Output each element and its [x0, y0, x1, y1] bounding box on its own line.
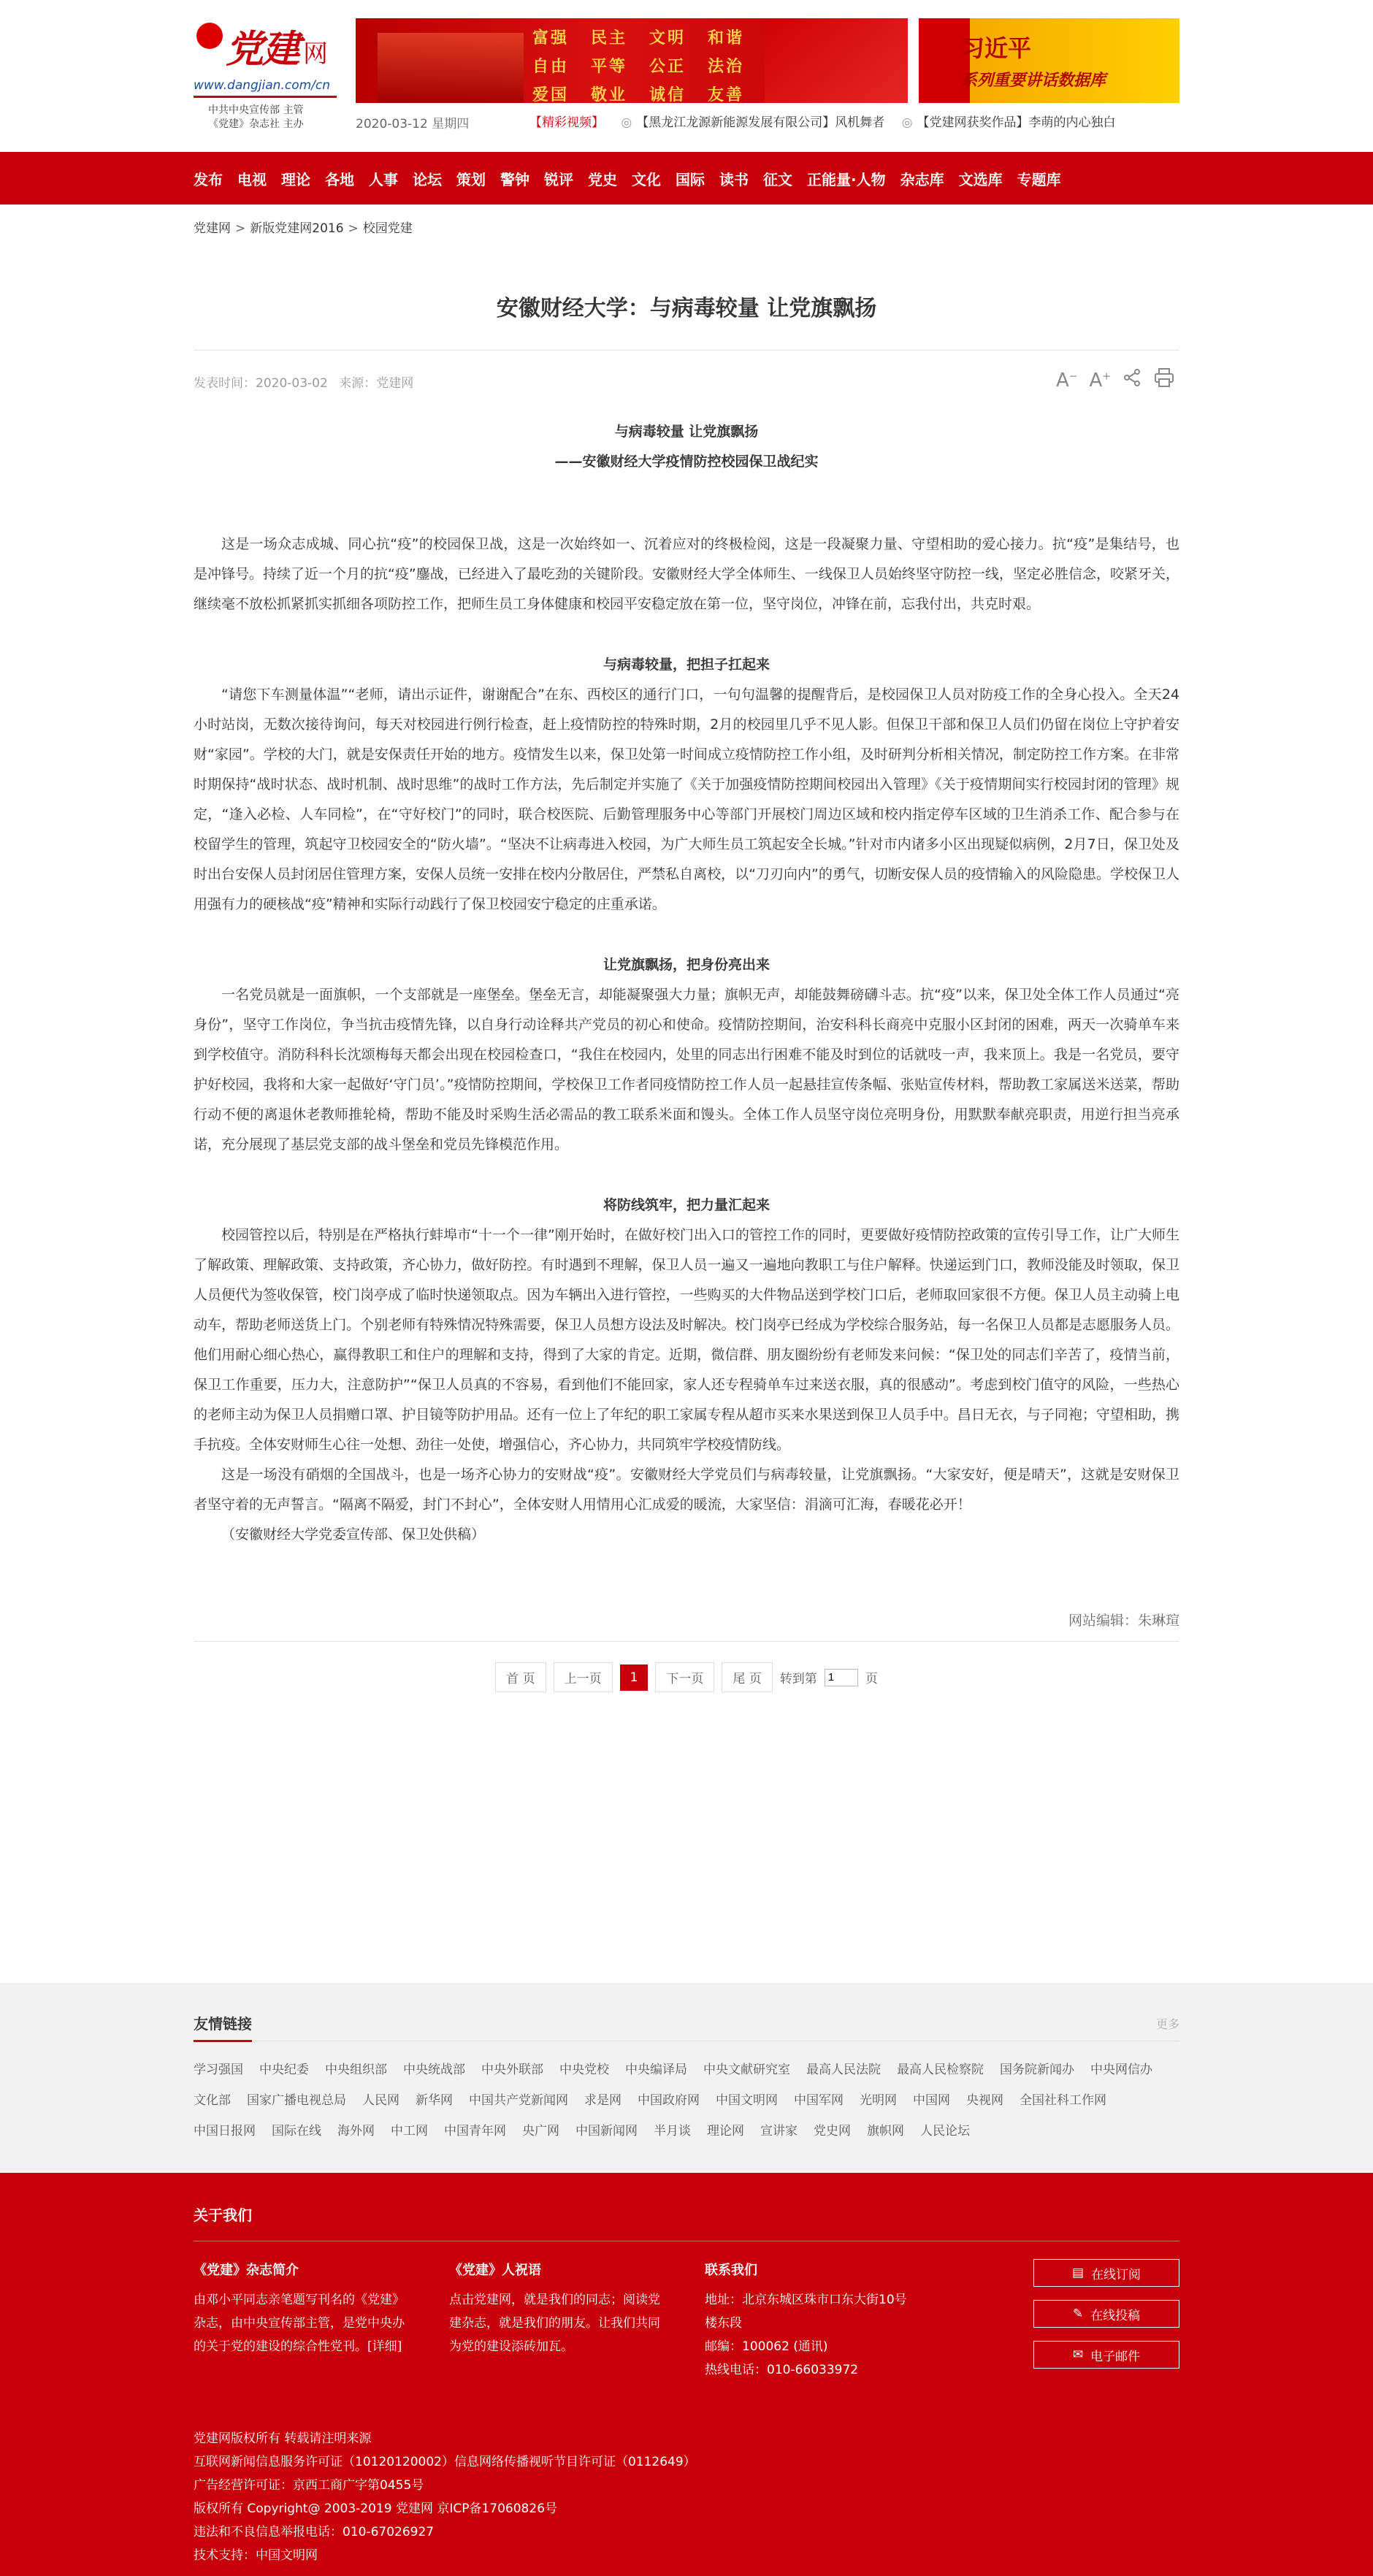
friend-link[interactable]: 半月谈: [654, 2124, 691, 2139]
friend-link[interactable]: 央广网: [522, 2124, 559, 2139]
article-title: 安徽财经大学：与病毒较量 让党旗飘扬: [496, 296, 877, 321]
friend-links-section: [0, 1983, 1373, 2173]
core-value-word: 和谐: [708, 28, 745, 47]
print-icon[interactable]: [1153, 367, 1175, 394]
friend-link[interactable]: 文化部: [194, 2093, 231, 2108]
friend-links-title: 友情链接: [194, 2015, 252, 2042]
friend-link[interactable]: 中国网: [913, 2093, 950, 2108]
pagination: [194, 1662, 1179, 1692]
core-value-word: 平等: [591, 57, 628, 76]
friend-link[interactable]: 学习强国: [194, 2063, 243, 2077]
friend-link[interactable]: 中国新闻网: [575, 2124, 638, 2139]
friend-link[interactable]: 中国日报网: [194, 2124, 256, 2139]
xi-banner-subtitle: 系列重要讲话数据库: [961, 72, 1106, 90]
email-button[interactable]: ✉ 电子邮件: [1033, 2341, 1179, 2369]
nav-item[interactable]: 论坛: [413, 170, 442, 188]
legal-line: 版权所有 Copyright@ 2003-2019 党建网 京ICP备17060826号: [194, 2502, 558, 2516]
next-page-button[interactable]: 下一页: [655, 1662, 714, 1692]
breadcrumb-item[interactable]: 校园党建: [362, 221, 413, 236]
nav-item[interactable]: 党史: [588, 170, 617, 188]
publish-date: 2020-03-02: [256, 376, 328, 391]
nav-item[interactable]: 正能量·人物: [807, 170, 886, 188]
friend-link[interactable]: 国际在线: [272, 2124, 321, 2139]
xi-banner-title: 习近平: [961, 34, 1032, 62]
friend-link[interactable]: 中央党校: [559, 2063, 609, 2077]
friend-link[interactable]: 光明网: [860, 2093, 897, 2108]
core-value-word: 敬业: [591, 85, 628, 103]
friend-link[interactable]: 中国军网: [794, 2093, 844, 2108]
article-paragraph: 校园管控以后，特别是在严格执行蚌埠市“十一个一律”刚开始时，在做好校门出入口的管控工作的同时，更要做好疫情防控政策的宣传引导工作，让广大师生了解政策、理解政策、支持政策，齐心协力，做好防控。有时遇到不理解，保卫人员一遍又一遍地向教职工与住户解释。快递运到门口，教师没能及时领取，保卫人员便代为签收保管，校门岗亭成了临时快递领取点。因为车辆出入进行管控，一些购买的大件物品送到学校门口后，老师取回家很不方便。保卫人员主动骑上电动车，帮助老师送货上门。个别老师有特殊情况特殊需要，保卫人员想方设法及时解决。校门岗亭已经成为学校综合服务站，每一名保卫人员都是志愿服务人员。他们用耐心细心热心，赢得教职工和住户的理解和支持，得到了大家的肯定。近期，微信群、朋友圈纷纷有老师发来问候：“保卫处的同志们辛苦了，疫情当前，保卫工作重要，压力大，注意防护”“保卫人员真的不容易，看到他们不能回家，家人还专程骑单车过来送衣服，真的很感动”。考虑到校门值守的风险，一些热心的老师主动为保卫人员捐赠口罩、护目镜等防护用品。还有一位上了年纪的职工家属专程从超市买来水果送到保卫人员手中。昌日无衣，与子同袍；守望相助，携手抗疫。全体安财师生心往一处想、劲往一处使，增强信心，齐心协力，共同筑牢学校疫情防线。: [194, 1227, 1179, 1453]
site-header: [194, 0, 1179, 152]
legal-info: [194, 2427, 1179, 2567]
footer-contact: 联系我们 地址：北京东城区珠市口东大街10号楼东段 邮编：100062 (通讯) 热线电话：010-66033972: [705, 2263, 907, 2377]
core-value-word: 自由: [532, 57, 570, 76]
article-heading: 与病毒较量 让党旗飘扬: [614, 424, 759, 440]
logo-publisher: 《党建》杂志社 主办: [208, 118, 304, 130]
first-page-button[interactable]: 首 页: [495, 1662, 546, 1692]
site-footer: [0, 2173, 1373, 2576]
nav-item[interactable]: 策划: [456, 170, 486, 188]
friend-link[interactable]: 求是网: [584, 2093, 622, 2108]
article-tools: [1056, 367, 1175, 394]
friend-link[interactable]: 宣讲家: [760, 2124, 798, 2139]
tiananmen-image: [378, 33, 524, 103]
friend-links-list: [194, 2055, 1179, 2147]
current-page[interactable]: 1: [620, 1665, 649, 1691]
friend-link[interactable]: 人民网: [362, 2093, 399, 2108]
site-logo[interactable]: 党建 网 www.dangjian.com/cn 中共中央宣传部 主管 《党建》杂志社 主办: [194, 18, 340, 135]
friend-link[interactable]: 国家广播电视总局: [247, 2093, 346, 2108]
friend-link[interactable]: 人民论坛: [920, 2124, 970, 2139]
section-title: 将防线筑牢，把力量汇起来: [603, 1197, 770, 1213]
nav-item[interactable]: 文选库: [958, 170, 1003, 188]
article-source: 党建网: [376, 376, 414, 391]
edit-icon: ✎: [1072, 2306, 1084, 2321]
main-nav: [0, 152, 1373, 205]
nav-item[interactable]: 各地: [325, 170, 354, 188]
jump-label: 转到第: [779, 1672, 817, 1686]
friend-link[interactable]: 旗帜网: [867, 2124, 904, 2139]
core-value-word: 富强: [532, 28, 570, 47]
core-value-word: 诚信: [649, 85, 686, 103]
friend-link[interactable]: 最高人民检察院: [897, 2063, 984, 2077]
article-meta: 发表时间：2020-03-02 来源：党建网 A− A+: [194, 350, 1179, 386]
details-link[interactable]: [详细]: [367, 2339, 402, 2354]
nav-item[interactable]: 国际: [676, 170, 705, 188]
mail-icon: ✉: [1072, 2347, 1084, 2362]
ticker-item[interactable]: 【党建网获奖作品】李萌的内心独白: [917, 115, 1116, 130]
legal-line: 技术支持：中国文明网: [194, 2548, 318, 2563]
footer-magazine-intro: 《党建》杂志简介 由邓小平同志亲笔题写刊名的《党建》杂志，由中央宣传部主管，是党中央办的关于党的建设的综合性党刊。[详细]: [194, 2263, 405, 2354]
footer-greeting: 《党建》人祝语 点击党建网，就是我们的同志；阅读党建杂志，就是我们的朋友。让我们共同为党的建设添砖加瓦。: [449, 2263, 660, 2354]
nav-item[interactable]: 发布: [194, 170, 223, 188]
core-value-word: 友善: [708, 85, 745, 103]
logo-sponsor: 中共中央宣传部 主管: [208, 104, 304, 116]
ticker-bullet-icon: ◎: [621, 115, 632, 130]
nav-item[interactable]: 锐评: [544, 170, 573, 188]
footer-title: 关于我们: [194, 2204, 1179, 2241]
core-values-banner[interactable]: [356, 18, 908, 103]
article-body: [194, 417, 1179, 1550]
share-icon[interactable]: [1123, 368, 1141, 392]
core-value-word: 民主: [591, 28, 628, 47]
article-subheading: ——安徽财经大学疫情防控校园保卫战纪实: [554, 454, 819, 470]
ticker-tag[interactable]: 【精彩视频】: [529, 115, 604, 130]
friend-link[interactable]: 最高人民法院: [806, 2063, 881, 2077]
xi-speech-database-banner[interactable]: [919, 18, 1179, 103]
nav-item[interactable]: 电视: [237, 170, 267, 188]
friend-link[interactable]: 中工网: [391, 2124, 428, 2139]
current-date: 2020-03-12 星期四: [356, 117, 470, 131]
legal-line: 互联网新闻信息服务许可证（10120120002）信息网络传播视听节目许可证（0112649）: [194, 2455, 696, 2469]
nav-item[interactable]: 理论: [281, 170, 310, 188]
prev-page-button[interactable]: 上一页: [554, 1662, 613, 1692]
article-paragraph: 一名党员就是一面旗帜，一个支部就是一座堡垒。堡垒无言，却能凝聚强大力量；旗帜无声，却能鼓舞磅礴斗志。抗“疫”以来，保卫处全体工作人员通过“亮身份”，坚守工作岗位，争当抗击疫情先锋，以自身行动诠释共产党员的初心和使命。疫情防控期间，治安科科长商亮中克服小区封闭的困难，两天一次骑单车来到学校值守。消防科科长沈颂梅每天都会出现在校园检查口，“我住在校园内，处里的同志出行困难不能及时到位的话就吱一声，我来顶上。我是一名党员，要守护好校园，我将和大家一起做好‘守门员’。”疫情防控期间，学校保卫工作者同疫情防控工作人员一起悬挂宣传条幅、张贴宣传材料，帮助教工家属送米送菜，帮助行动不便的离退休老教师推轮椅，帮助不能及时采购生活必需品的教工联系米面和馒头。全体工作人员坚守岗位亮明身份，用默默奉献亮职责，用逆行担当亮承诺，充分展现了基层党支部的战斗堡垒和党员先锋模范作用。: [194, 987, 1179, 1153]
friend-link[interactable]: 中国文明网: [716, 2093, 778, 2108]
friend-link[interactable]: 中央外联部: [481, 2063, 543, 2077]
font-smaller-icon[interactable]: A−: [1055, 369, 1078, 391]
nav-item[interactable]: 杂志库: [900, 170, 944, 188]
friend-link[interactable]: 全国社科工作网: [1020, 2093, 1106, 2108]
friend-link[interactable]: 中央编译局: [625, 2063, 687, 2077]
nav-item[interactable]: 征文: [763, 170, 792, 188]
friend-link[interactable]: 中央网信办: [1090, 2063, 1152, 2077]
core-value-word: 法治: [708, 57, 745, 76]
article-paragraph: 这是一场众志成城、同心抗“疫”的校园保卫战，这是一次始终如一、沉着应对的终极检阅，这是一段凝聚力量、守望相助的爱心接力。抗“疫”是集结号，也是冲锋号。持续了近一个月的抗“疫”鏖战，已经进入了最吃劲的关键阶段。安徽财经大学全体师生、一线保卫人员始终坚守防控一线，坚定必胜信念，咬紧牙关，继续毫不放松抓紧抓实抓细各项防控工作，把师生员工身体健康和校园平安稳定放在第一位，坚守岗位，冲锋在前，忘我付出，共克时艰。: [194, 536, 1179, 612]
section-title: 与病毒较量，把担子扛起来: [603, 657, 770, 673]
breadcrumb: 党建网 > 新版党建网2016 > 校园党建: [194, 221, 413, 236]
section-title: 让党旗飘扬，把身份亮出来: [603, 957, 770, 973]
friend-link[interactable]: 中央统战部: [403, 2063, 465, 2077]
friend-link[interactable]: 中央文献研究室: [703, 2063, 790, 2077]
nav-item[interactable]: 警钟: [500, 170, 529, 188]
article-paragraph: “请您下车测量体温”“老师，请出示证件，谢谢配合”在东、西校区的通行门口，一句句温馨的提醒背后，是校园保卫人员对防疫工作的全身心投入。全天24小时站岗，无数次接待询问，每天对校园进行例行检查，赶上疫情防控的特殊时期，2月的校园里几乎不见人影。但保卫干部和保卫人员们仍留在岗位上守护着安财“家园”。学校的大门，就是安保责任开始的地方。疫情发生以来，保卫处第一时间成立疫情防控工作小组，及时研判分析相关情况，制定防控工作方案。在非常时期保持“战时状态、战时机制、战时思维”的战时工作方法，先后制定并实施了《关于加强疫情防控期间校园出入管理》《关于疫情期间实行校园封闭的管理》规定，“逢入必检、人车同检”，在“守好校门”的同时，联合校医院、后勤管理服务中心等部门开展校门周边区域和校内指定停车区域的卫生消杀工作、配合参与在校留学生的管理，筑起守卫校园安全的“防火墙”。“坚决不让病毒进入校园，为广大师生员工筑起安全长城。”针对市内诸多小区出现疑似病例，2月7日，保卫处及时出台安保人员封闭居住管理方案，安保人员统一安排在校内分散居住，严禁私自离校，以“刀刃向内”的勇气，切断安保人员的疫情输入的风险隐患。学校保卫人用强有力的硬核战“疫”精神和实际行动践行了保卫校园安宁稳定的庄重承诺。: [194, 687, 1179, 912]
ticker-item[interactable]: 【黑龙江龙源新能源发展有限公司】风机舞者: [636, 115, 885, 130]
nav-item[interactable]: 读书: [719, 170, 749, 188]
nav-item[interactable]: 文化: [632, 170, 661, 188]
friend-link[interactable]: 中国政府网: [638, 2093, 700, 2108]
legal-line: 违法和不良信息举报电话：010-67026927: [194, 2525, 435, 2539]
core-value-word: 文明: [649, 28, 686, 47]
friend-link[interactable]: 党史网: [814, 2124, 851, 2139]
friend-link[interactable]: 中国青年网: [444, 2124, 506, 2139]
logo-url: www.dangjian.com/cn: [194, 78, 337, 98]
submit-article-button[interactable]: ✎ 在线投稿: [1033, 2300, 1179, 2328]
jump-suffix: 页: [865, 1672, 878, 1686]
more-link[interactable]: 更多: [1155, 2017, 1179, 2031]
legal-line: 广告经营许可证：京西工商广字第0455号: [194, 2478, 424, 2493]
page-jump-input[interactable]: [825, 1669, 858, 1686]
friend-link[interactable]: 央视网: [966, 2093, 1003, 2108]
news-ticker: [529, 112, 1179, 131]
last-page-button[interactable]: 尾 页: [722, 1662, 772, 1692]
article-paragraph: 这是一场没有硝烟的全国战斗，也是一场齐心协力的安财战“疫”。安徽财经大学党员们与病毒较量，让党旗飘扬。“大家安好，便是晴天”，这就是安财保卫者坚守着的无声誓言。“隔离不隔爱，封门不封心”，全体安财人用情用心汇成爱的暖流，大家坚信：涓滴可汇海，春暖花必开！: [194, 1467, 1179, 1513]
core-value-word: 爱国: [532, 85, 570, 103]
breadcrumb-item[interactable]: 党建网: [194, 221, 231, 236]
friend-link[interactable]: 中央纪委: [259, 2063, 309, 2077]
breadcrumb-item[interactable]: 新版党建网2016: [250, 221, 344, 236]
article-editor: 网站编辑：朱琳瑄: [1068, 1613, 1179, 1629]
friend-link[interactable]: 中央组织部: [325, 2063, 387, 2077]
subscribe-button[interactable]: ▤ 在线订阅: [1033, 2259, 1179, 2287]
party-emblem-icon: [196, 23, 223, 49]
core-values-grid: [532, 26, 753, 103]
legal-line: 党建网版权所有 转载请注明来源: [194, 2431, 372, 2446]
friend-link[interactable]: 中国共产党新闻网: [469, 2093, 568, 2108]
friend-link[interactable]: 海外网: [337, 2124, 375, 2139]
flag-image: [765, 18, 908, 103]
friend-link[interactable]: 新华网: [416, 2093, 453, 2108]
friend-link[interactable]: 国务院新闻办: [1000, 2063, 1074, 2077]
calendar-icon: ▤: [1071, 2266, 1085, 2280]
ticker-bullet-icon: ◎: [901, 115, 913, 130]
core-value-word: 公正: [649, 57, 686, 76]
nav-item[interactable]: 专题库: [1017, 170, 1061, 188]
font-larger-icon[interactable]: A+: [1089, 369, 1111, 391]
nav-item[interactable]: 人事: [369, 170, 398, 188]
friend-link[interactable]: 理论网: [707, 2124, 744, 2139]
article-credit: （安徽财经大学党委宣传部、保卫处供稿）: [221, 1526, 486, 1543]
